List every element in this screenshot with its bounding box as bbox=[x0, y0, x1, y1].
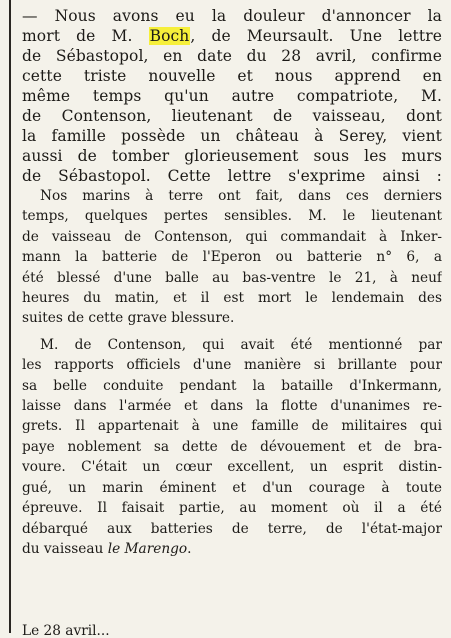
newspaper-column bbox=[22, 6, 442, 559]
text-line: suites de cette grave blessure. bbox=[22, 310, 235, 327]
text-line: sa belle conduite pendant la bataille d'Inkermann, bbox=[22, 377, 442, 394]
text-line: cette triste nouvelle et nous apprend en bbox=[22, 67, 442, 85]
cut-off-next-line: Le 28 avril... bbox=[22, 624, 110, 638]
highlighted-name: Boch bbox=[149, 27, 190, 45]
quoted-letter-paragraph-1 bbox=[22, 186, 442, 329]
text-segment: mort de M. bbox=[22, 27, 149, 45]
text-line: de Sébastopol, en date du 28 avril, confirme bbox=[22, 47, 442, 65]
text-line: été blessé d'une balle au bas-ventre le 21, à neuf bbox=[22, 269, 442, 286]
text-segment: , de Meursault. Une lettre bbox=[190, 27, 442, 45]
text-line bbox=[22, 539, 442, 559]
text-line: débarqué aux batteries de terre, de l'état-major bbox=[22, 520, 442, 537]
text-line: grets. Il appartenait à une famille de militaires qui bbox=[22, 418, 442, 435]
text-line: heures du matin, et il est mort le lendemain des bbox=[22, 290, 442, 307]
text-line: temps, quelques pertes sensibles. M. le lieutenant bbox=[22, 208, 442, 225]
text-line: de vaisseau de Contenson, qui commandait à Inker- bbox=[22, 228, 442, 245]
text-line: laisse dans l'armée et dans la flotte d'unanimes re- bbox=[22, 398, 442, 415]
ship-name: le Marengo bbox=[107, 540, 188, 557]
text-line: — Nous avons eu la douleur d'annoncer la bbox=[22, 7, 442, 25]
lead-paragraph bbox=[22, 6, 442, 186]
column-rule bbox=[9, 0, 11, 633]
text-line: même temps qu'un autre compatriote, M. bbox=[22, 87, 442, 105]
text-line: de Contenson, lieutenant de vaisseau, dont bbox=[22, 107, 442, 125]
text-line: voure. C'était un cœur excellent, un esprit distin- bbox=[22, 459, 442, 476]
text-line bbox=[22, 26, 442, 46]
text-line: aussi de tomber glorieusement sous les murs bbox=[22, 147, 442, 165]
text-line: M. de Contenson, qui avait été mentionné par bbox=[40, 336, 442, 353]
text-line: de Sébastopol. Cette lettre s'exprime ainsi : bbox=[22, 167, 442, 185]
text-segment: . bbox=[187, 540, 192, 557]
text-line: la famille possède un château à Serey, vient bbox=[22, 127, 442, 145]
quoted-letter-paragraph-2 bbox=[22, 335, 442, 559]
text-segment: du vaisseau bbox=[22, 540, 108, 557]
text-line: les rapports officiels d'une manière si brillante pour bbox=[22, 357, 442, 374]
text-line: gué, un marin éminent et d'un courage à toute bbox=[22, 479, 442, 496]
text-line: Nos marins à terre ont fait, dans ces derniers bbox=[40, 188, 442, 204]
text-line: paye noblement sa dette de dévouement et de bra- bbox=[22, 438, 442, 455]
text-line: mann la batterie de l'Eperon ou batterie n° 6, a bbox=[22, 249, 442, 266]
text-line: épreuve. Il faisait partie, au moment où il a été bbox=[22, 500, 442, 517]
